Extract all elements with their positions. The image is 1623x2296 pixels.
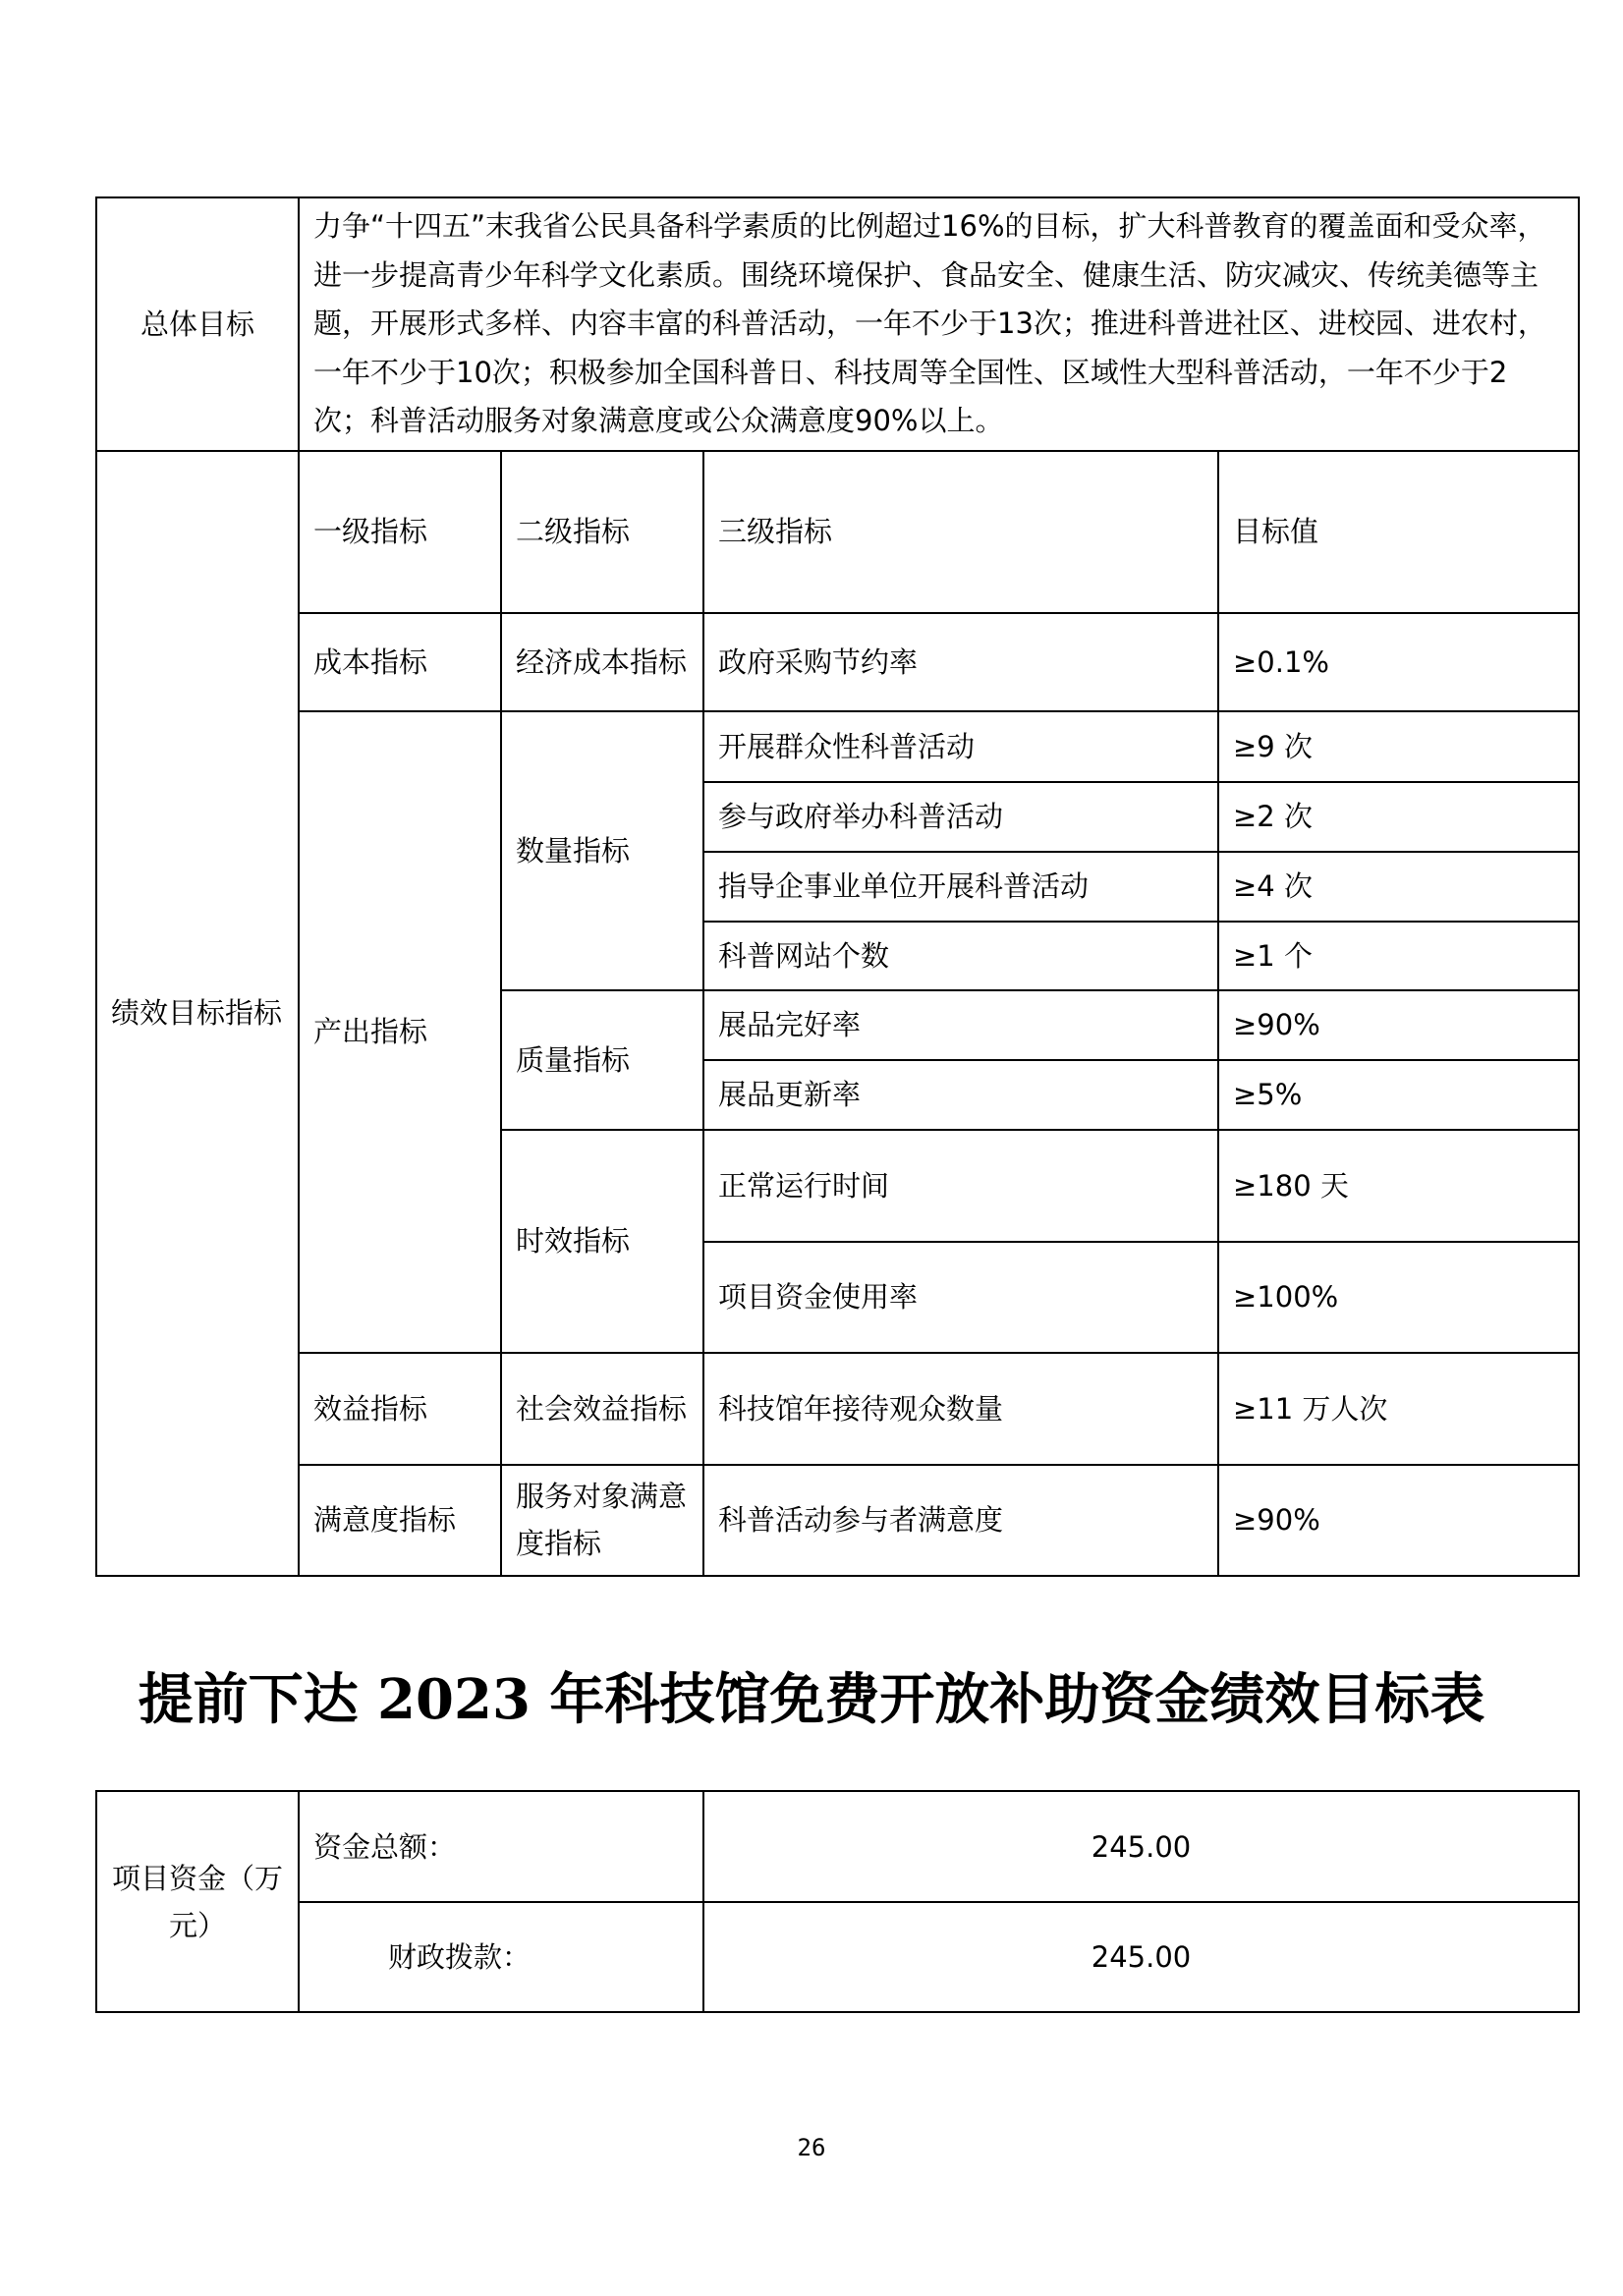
indicator-cell: 展品完好率 — [703, 990, 1218, 1060]
target-value-cell: ≥180 天 — [1218, 1130, 1579, 1242]
target-value-cell: ≥9 次 — [1218, 711, 1579, 782]
indicator-cell: 科技馆年接待观众数量 — [703, 1353, 1218, 1465]
indicator-cell: 展品更新率 — [703, 1060, 1218, 1130]
target-value-cell: ≥11 万人次 — [1218, 1353, 1579, 1465]
header-level2: 二级指标 — [501, 451, 703, 613]
table-row — [96, 613, 1579, 711]
indicator-cell: 参与政府举办科普活动 — [703, 782, 1218, 852]
funds-fiscal-label: 财政拨款： — [299, 1902, 703, 2012]
quantity-level2: 数量指标 — [501, 711, 703, 990]
header-row — [96, 451, 1579, 613]
target-value-cell: ≥2 次 — [1218, 782, 1579, 852]
cost-level2: 经济成本指标 — [501, 613, 703, 711]
satisfaction-level1: 满意度指标 — [299, 1465, 501, 1576]
indicator-cell: 项目资金使用率 — [703, 1242, 1218, 1353]
funds-label: 项目资金（万元） — [96, 1791, 299, 2012]
target-value-cell: ≥5% — [1218, 1060, 1579, 1130]
perf-label: 绩效目标指标 — [96, 451, 299, 1576]
target-value-cell: ≥90% — [1218, 990, 1579, 1060]
indicator-cell: 开展群众性科普活动 — [703, 711, 1218, 782]
funds-table — [95, 1790, 1580, 2013]
indicator-cell: 科普网站个数 — [703, 922, 1218, 990]
quality-level2: 质量指标 — [501, 990, 703, 1130]
satisfaction-level2: 服务对象满意度指标 — [501, 1465, 703, 1576]
overall-goal-row — [96, 197, 1579, 451]
benefit-level2: 社会效益指标 — [501, 1353, 703, 1465]
cost-level1: 成本指标 — [299, 613, 501, 711]
overall-goal-label: 总体目标 — [96, 197, 299, 451]
overall-goal-text: 力争“十四五”末我省公民具备科学素质的比例超过16%的目标，扩大科普教育的覆盖面和受众率，进一步提高青少年科学文化素质。围绕环境保护、食品安全、健康生活、防灾减灾、传统美德等主题，开展形式多样、内容丰富的科普活动，一年不少于13次；推进科普进社区、进校园、进农村，一年不少于10次；积极参加全国科普日、科技周等全国性、区域性大型科普活动，一年不少于2次；科普活动服务对象满意度或公众满意度90%以上。 — [299, 197, 1579, 451]
indicator-cell: 正常运行时间 — [703, 1130, 1218, 1242]
target-value-cell: ≥90% — [1218, 1465, 1579, 1576]
table-row — [96, 1353, 1579, 1465]
table-row — [96, 711, 1579, 782]
performance-table — [95, 196, 1580, 1577]
indicator-cell: 科普活动参与者满意度 — [703, 1465, 1218, 1576]
indicator-cell: 政府采购节约率 — [703, 613, 1218, 711]
funds-fiscal-value: 245.00 — [703, 1902, 1579, 2012]
indicator-cell: 指导企事业单位开展科普活动 — [703, 852, 1218, 922]
timeliness-level2: 时效指标 — [501, 1130, 703, 1353]
funds-total-label: 资金总额： — [299, 1791, 703, 1902]
page-number: 26 — [797, 2134, 826, 2161]
funds-total-value: 245.00 — [703, 1791, 1579, 1902]
benefit-level1: 效益指标 — [299, 1353, 501, 1465]
funds-total-row — [96, 1791, 1579, 1902]
section-title: 提前下达 2023 年科技馆免费开放补助资金绩效目标表 — [138, 1667, 1485, 1732]
header-target: 目标值 — [1218, 451, 1579, 613]
header-level3: 三级指标 — [703, 451, 1218, 613]
table-row — [96, 1465, 1579, 1576]
funds-fiscal-row — [96, 1902, 1579, 2012]
target-value-cell: ≥0.1% — [1218, 613, 1579, 711]
target-value-cell: ≥4 次 — [1218, 852, 1579, 922]
target-value-cell: ≥1 个 — [1218, 922, 1579, 990]
output-level1: 产出指标 — [299, 711, 501, 1353]
header-level1: 一级指标 — [299, 451, 501, 613]
target-value-cell: ≥100% — [1218, 1242, 1579, 1353]
